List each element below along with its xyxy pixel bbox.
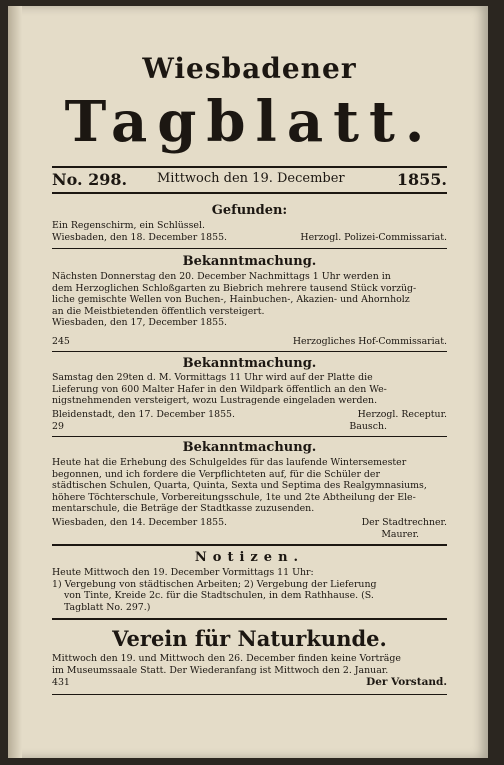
bekannt1-place: Wiesbaden, den 17, December 1855. (52, 317, 228, 328)
dateline-bottom-rule (52, 192, 447, 194)
issue-year: 1855. (396, 170, 447, 189)
newspaper-page: Wiesbadener Tagblatt. No. 298. Mittwoch den 19. December 1855. Gefunden: Ein Regenschirm, ein Schlüssel. Wiesbaden, den 18. December 1855. Herzogl. Polizei-Commissariat. Bekanntmachung. Nächsten Donnerstag den 20. December Nachmittags 1 Uhr werden in dem Herzoglichen Schloßgarten zu Biebrich mehrere tausend Stück vorzüg- liche gemischte Wellen von Buchen-, Hainbuchen-, Akazien- und Ahornholz an die Meistbietenden öffentlich versteigert. Wiesbaden, den 17, December 1855. 245 Herzogliches Hof-Commissariat. Bekanntmachung. Samstag den 29ten d. M. Vormittags 11 Uhr wird auf der Platte die Lieferung von 600 Malter Hafer in den Wildpark öffentlich an den We- nigstnehmenden versteigert, wozu Lustragende eingeladen werden. Bleidenstadt, den 17. December 1855. Herzogl. Receptur. 29 Bausch. Bekanntmachung. Heute hat die Erhebung des Schulgeldes für das laufende Wintersemester begonnen, und ich fordere die Verpflichteten auf, für die Schüler der städtischen Schulen, Quarta, Quinta, Sexta und Septima des Realgymnasiums, höhere Töchterschule, Vorbereitungsschule, 1te und 2te Abtheilung der Ele- mentarschule, die Beträge der Stadtkasse zuzusenden. Wiesbaden, den 14. December 1855. Der Stadtrechner. Maurer. Notizen. Heute Mittwoch den 19. December Vormittags 11 Uhr: 1) Vergebung von städtischen Arbeiten; 2) Vergebung der Lieferung von Tinte, Kreide 2c. für die Stadtschulen, in dem Rathhause. (S. Tagblatt No. 297.) Verein für Naturkunde. Mittwoch den 19. und Mittwoch den 26. December finden keine Vorträge im Museumssaale Statt. Der Wiederanfang ist Mittwoch den 2. Januar. 431 Der Vorstand. (8, 6, 488, 758)
bekannt3-name: Maurer. (381, 529, 419, 540)
section-rule-6 (52, 694, 447, 695)
dateline-top-rule (52, 166, 447, 168)
bekannt2-heading: Bekanntmachung. (182, 356, 317, 371)
verein-heading: Verein für Naturkunde. (112, 626, 387, 651)
bekannt1-heading: Bekanntmachung. (182, 254, 317, 269)
section-rule-4 (52, 544, 447, 546)
bekannt3-heading: Bekanntmachung. (182, 440, 317, 455)
page-spine-shadow (8, 6, 22, 758)
gefunden-signature: Herzogl. Polizei-Commissariat. (300, 232, 447, 243)
notizen-heading: Notizen. (194, 550, 305, 565)
bekannt1-signature: Herzogliches Hof-Commissariat. (292, 336, 447, 347)
bekannt2-signature: Herzogl. Receptur. (357, 409, 447, 420)
gefunden-heading: Gefunden: (211, 203, 288, 218)
bekannt2-name: Bausch. (349, 421, 387, 432)
gefunden-place: Wiesbaden, den 18. December 1855. (52, 232, 228, 243)
section-rule-2 (52, 351, 447, 352)
section-rule-1 (52, 248, 447, 249)
issue-date: Mittwoch den 19. December (157, 171, 345, 186)
issue-number: No. 298. (52, 170, 128, 189)
bekannt2-number: 29 (52, 421, 64, 432)
verein-body: Mittwoch den 19. und Mittwoch den 26. December finden keine Vorträge im Museumssaale Statt. Der Wiederanfang ist Mittwoch den 2. Januar. (52, 653, 401, 676)
masthead-title: Tagblatt. (64, 89, 435, 155)
bekannt1-number: 245 (52, 336, 70, 347)
masthead-city: Wiesbadener (142, 52, 357, 85)
section-rule-3 (52, 436, 447, 437)
notizen-body: Heute Mittwoch den 19. December Vormittags 11 Uhr: 1) Vergebung von städtischen Arbeiten; 2) Vergebung der Lieferung von Tinte, Kreide 2c. für die Stadtschulen, in dem Rathhause. (S. Tagblatt No. 297.) (52, 567, 377, 613)
bekannt1-body: Nächsten Donnerstag den 20. December Nachmittags 1 Uhr werden in dem Herzoglichen Schloßgarten zu Biebrich mehrere tausend Stück vorzüg- liche gemischte Wellen von Buchen-, Hainbuchen-, Akazien- und Ahornholz an die Meistbietenden öffentlich versteigert. Wiesbaden, den 17, December 1855. (52, 271, 447, 329)
bekannt3-body: Heute hat die Erhebung des Schulgeldes für das laufende Wintersemester begonnen, und ich fordere die Verpflichteten auf, für die Schüler der städtischen Schulen, Quarta, Quinta, Sexta und Septima des Realgymnasiums, höhere Töchterschule, Vorbereitungsschule, 1te und 2te Abtheilung der Ele- mentarschule, die Beträge der Stadtkasse zuzusenden. (52, 457, 427, 514)
bekannt2-body: Samstag den 29ten d. M. Vormittags 11 Uhr wird auf der Platte die Lieferung von 600 Malter Hafer in den Wildpark öffentlich an den We- nigstnehmenden versteigert, wozu Lustragende eingeladen werden. (52, 372, 387, 406)
verein-number: 431 (52, 677, 70, 688)
bekannt2-place: Bleidenstadt, den 17. December 1855. (52, 409, 235, 420)
verein-signature: Der Vorstand. (366, 676, 447, 688)
dateline (52, 170, 447, 190)
section-rule-5 (52, 618, 447, 620)
bekannt3-signature: Der Stadtrechner. (361, 517, 447, 528)
bekannt3-place: Wiesbaden, den 14. December 1855. (52, 517, 228, 528)
